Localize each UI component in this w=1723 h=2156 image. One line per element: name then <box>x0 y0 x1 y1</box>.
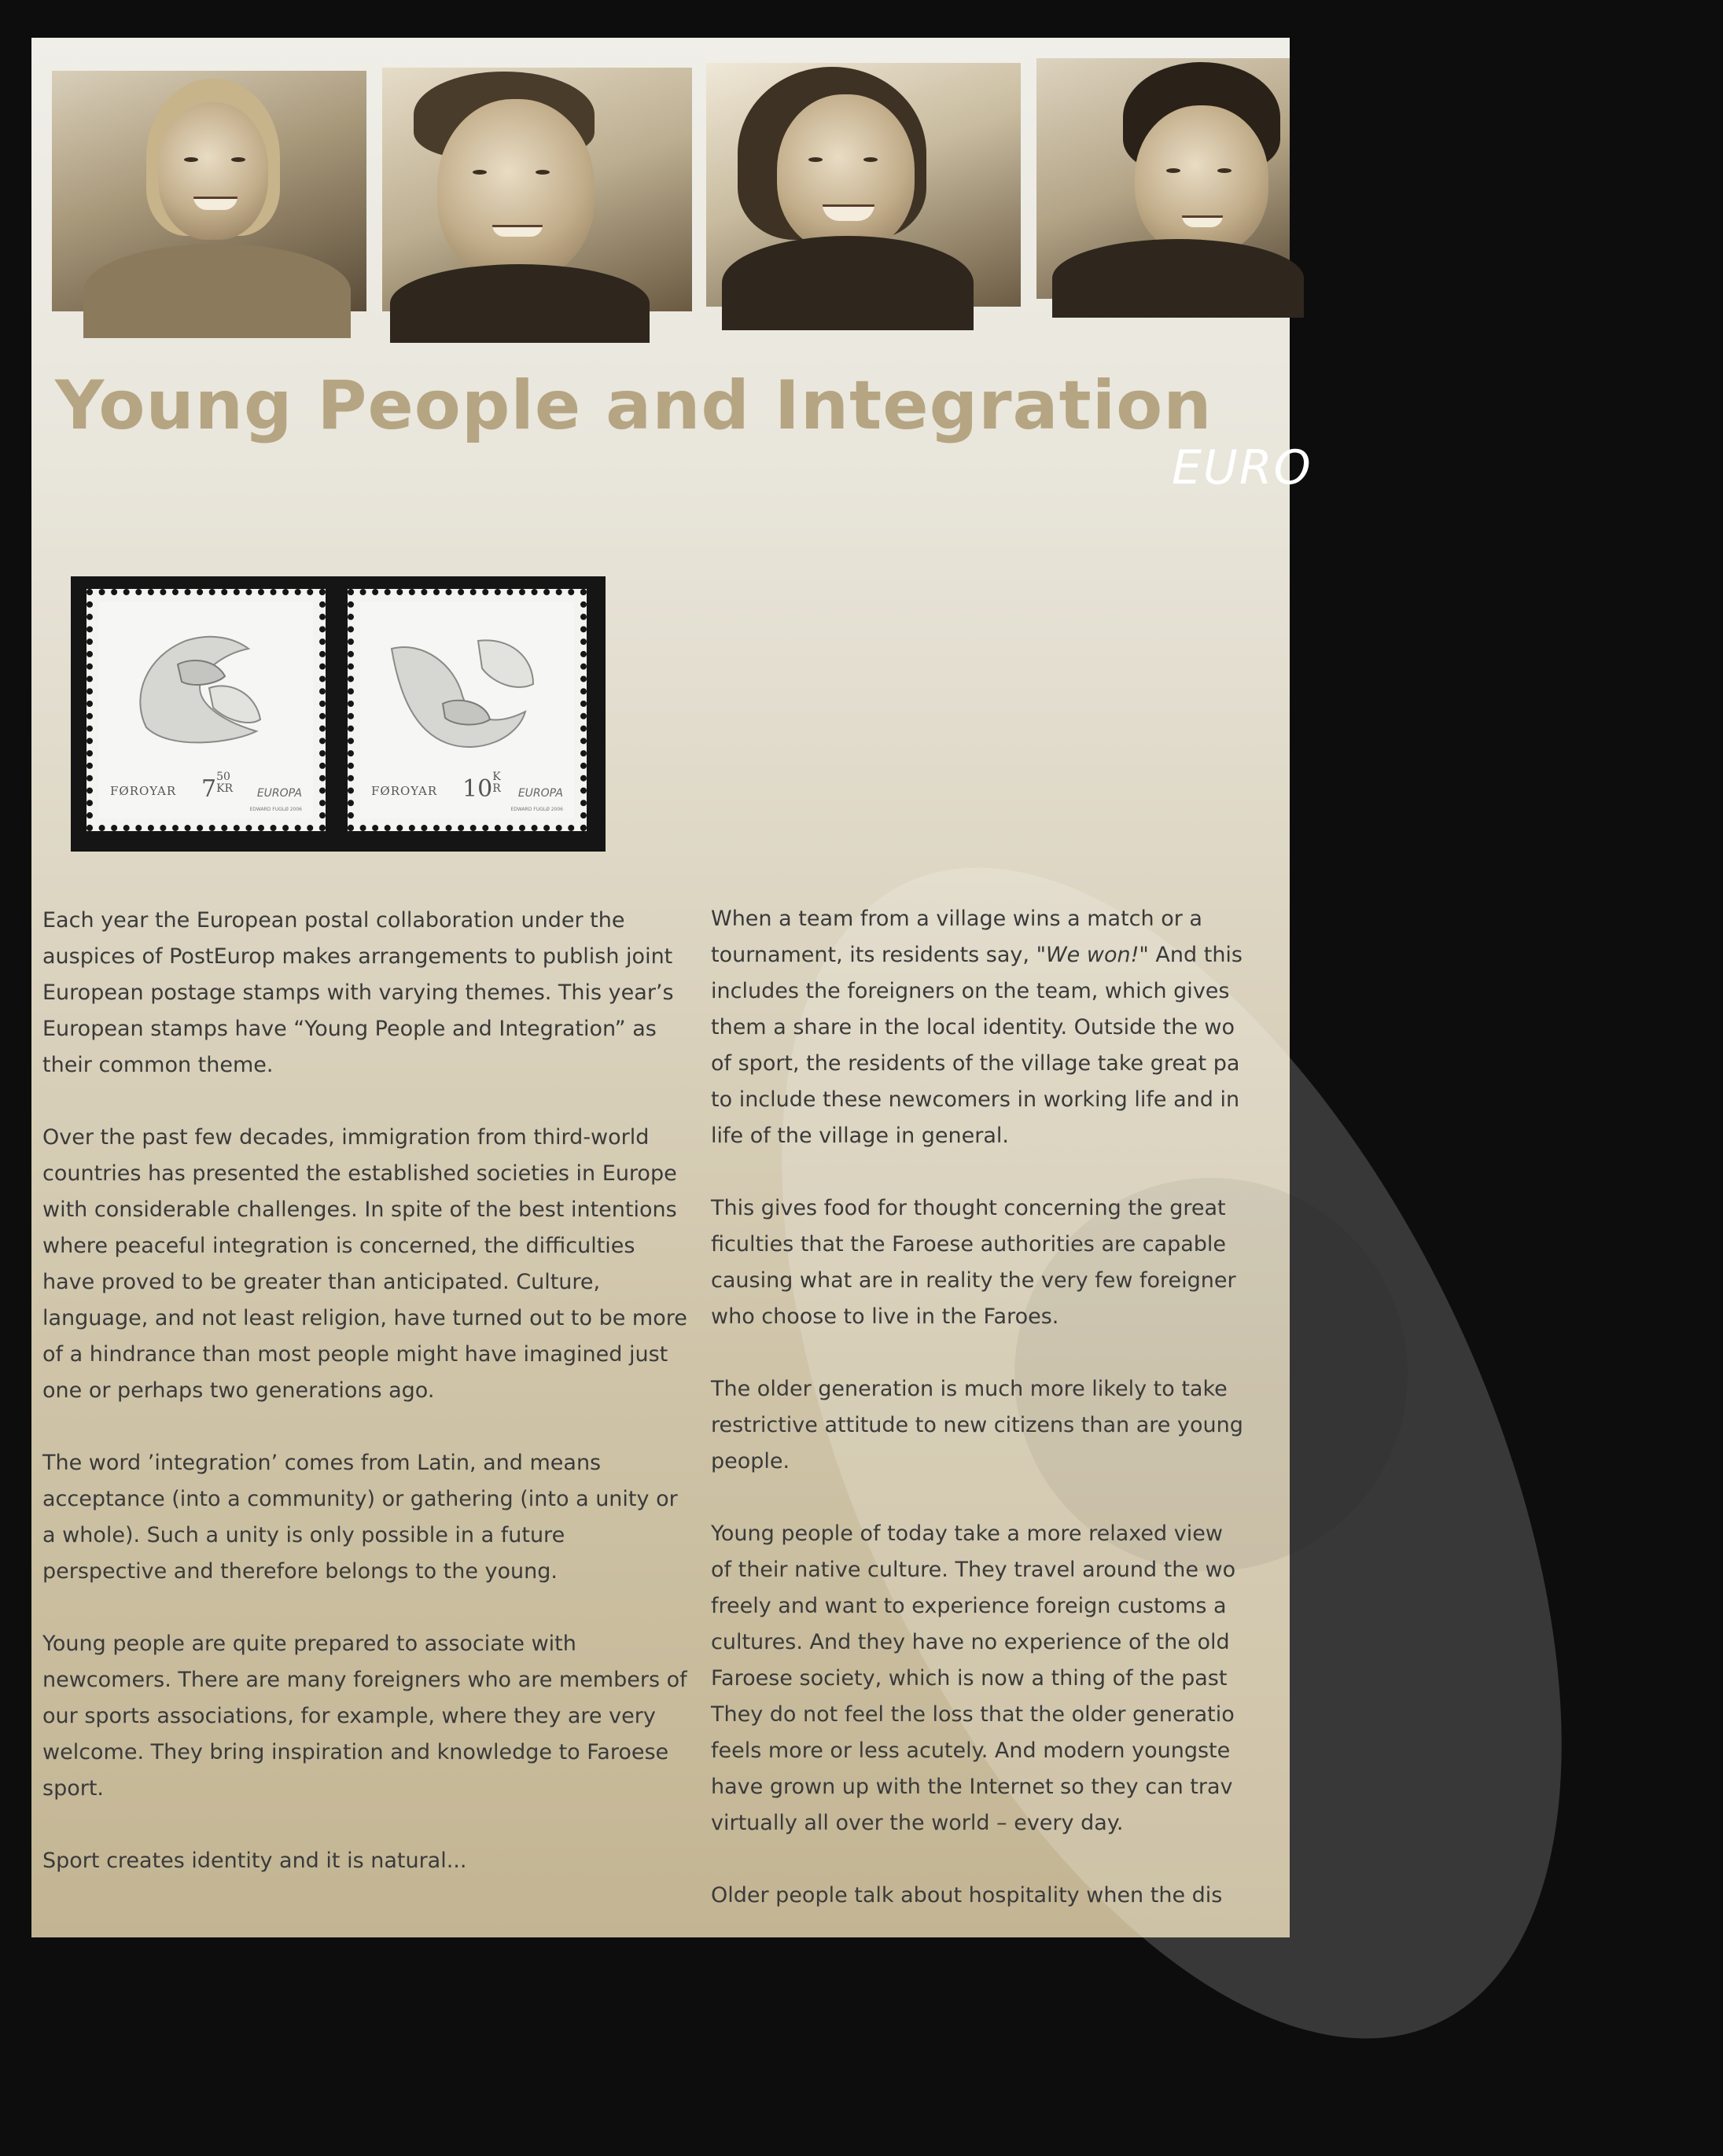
text-line: to include these newcomers in working life and in <box>711 1087 1240 1112</box>
europa-logo: EURO <box>1172 440 1312 495</box>
text-line: life of the village in general. <box>711 1124 1009 1148</box>
portrait-photo-man-1 <box>382 68 692 311</box>
stamp-country: FØROYAR <box>371 784 438 798</box>
text-line: restrictive attitude to new citizens than are young <box>711 1413 1243 1437</box>
text-line: This gives food for thought concerning the great <box>711 1196 1226 1220</box>
text-line: of their native culture. They travel around the wo <box>711 1558 1236 1582</box>
text-line: cultures. And they have no experience of the old <box>711 1630 1230 1654</box>
text-line: The older generation is much more likely to take <box>711 1377 1228 1401</box>
text-line: When a team from a village wins a match or a <box>711 907 1202 931</box>
stamp-denomination: 10K R <box>462 771 501 803</box>
text-line: virtually all over the world – every day. <box>711 1811 1124 1835</box>
paragraph: Young people are quite prepared to associate with newcomers. There are many foreigners who are members of our sports associations, for example, where they are very welcome. They bring inspiration and knowledge to Faroese sport. <box>42 1632 687 1801</box>
stamp-credit: EDWARD FUGLØ 2006 <box>510 807 563 812</box>
text-column-left <box>42 903 689 1879</box>
text-line: Faroese society, which is now a thing of the past <box>711 1666 1228 1691</box>
clasped-hands-icon <box>360 609 574 767</box>
stamp-mount <box>71 576 606 852</box>
text-line: freely and want to experience foreign customs a <box>711 1594 1227 1618</box>
text-column-right <box>711 901 1309 1914</box>
text-line: Older people talk about hospitality when the dis <box>711 1883 1223 1908</box>
text-line: them a share in the local identity. Outside the wo <box>711 1015 1235 1039</box>
stamp-europa-logo: EUROPA <box>256 787 302 800</box>
text-line: includes the foreigners on the team, which gives <box>711 979 1230 1003</box>
stamp-7-50 <box>87 589 326 831</box>
stamp-10 <box>348 589 587 831</box>
stamp-artwork <box>360 602 574 819</box>
paragraph: Over the past few decades, immigration from third-world countries has presented the established societies in Europe with considerable challenges. In spite of the best intentions where peaceful integration is concerned, the difficulties have proved to be greater than anticipated. Culture, language, and not least religion, have turned out to be more of a hindrance than most people might have imagined just one or perhaps two generations ago. <box>42 1125 687 1403</box>
stamp-europa-logo: EUROPA <box>517 787 563 800</box>
text-line: causing what are in reality the very few foreigner <box>711 1268 1236 1293</box>
text-line: people. <box>711 1449 790 1474</box>
paragraph: The word ’integration’ comes from Latin, and means acceptance (into a community) or gathering (into a unity or a whole). Such a unity is only possible in a future perspective and therefore belongs to the young. <box>42 1451 678 1584</box>
portrait-photo-woman <box>706 63 1021 307</box>
stamp-credit: EDWARD FUGLØ 2006 <box>249 807 302 812</box>
text-line: Young people of today take a more relaxed view <box>711 1521 1223 1546</box>
portrait-photo-girl <box>52 71 366 311</box>
portrait-photo-man-2 <box>1036 58 1290 299</box>
clasped-hands-icon <box>99 609 313 767</box>
text-line: have grown up with the Internet so they can trav <box>711 1775 1233 1799</box>
exhibit-page <box>31 38 1312 1937</box>
text-line: of sport, the residents of the village take great pa <box>711 1051 1240 1076</box>
stamp-denomination: 750 KR <box>201 771 234 803</box>
text-line: tournament, its residents say, "We won!" And this <box>711 943 1243 967</box>
stamp-artwork <box>99 602 313 819</box>
paragraph: Each year the European postal collaboration under the auspices of PostEurop makes arrangements to publish joint European postage stamps with varying themes. This year’s European stamps have “Young People and Integration” as their common theme. <box>42 908 674 1077</box>
page-title: Young People and Integration <box>55 366 1213 445</box>
text-line: ficulties that the Faroese authorities are capable <box>711 1232 1227 1256</box>
text-line: who choose to live in the Faroes. <box>711 1304 1059 1329</box>
stamp-country: FØROYAR <box>110 784 177 798</box>
paragraph-cutoff: Sport creates identity and it is natural... <box>42 1849 467 1873</box>
text-line: feels more or less acutely. And modern youngste <box>711 1738 1231 1763</box>
text-line: They do not feel the loss that the older generatio <box>711 1702 1235 1727</box>
